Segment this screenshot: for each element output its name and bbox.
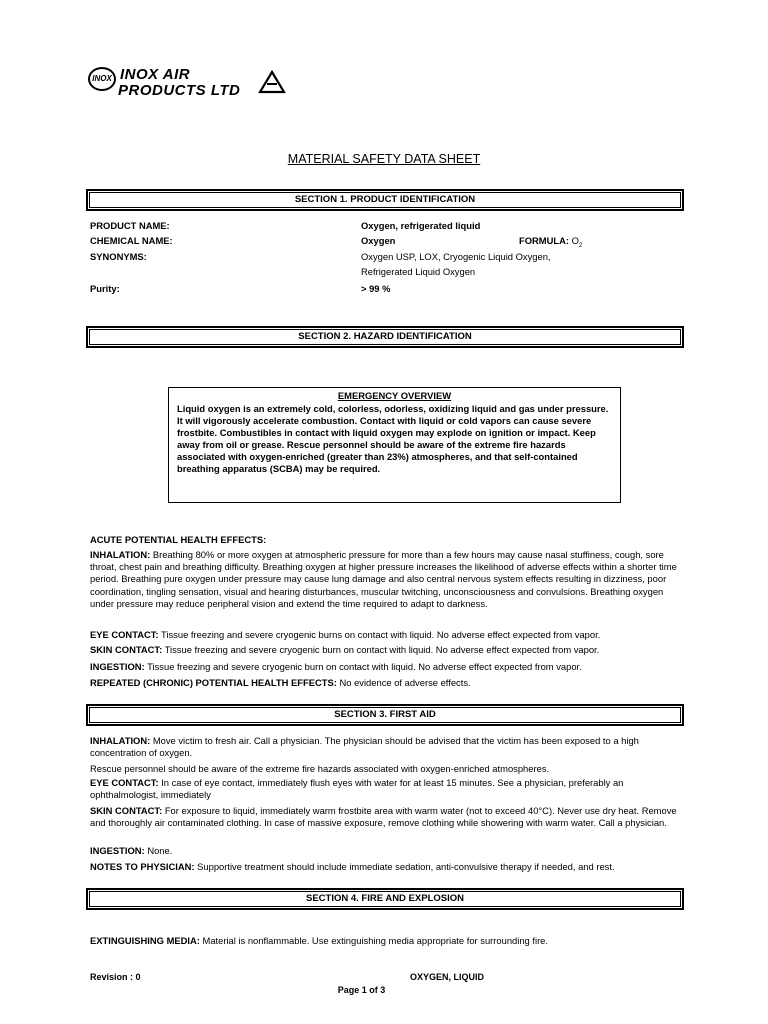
first-aid-skin xyxy=(90,805,680,829)
document-title: MATERIAL SAFETY DATA SHEET xyxy=(287,152,481,166)
eye-contact-text: Tissue freezing and severe cryogenic burns on contact with liquid. No adverse effect expected from vapor. xyxy=(161,629,601,640)
chemical-name-value: Oxygen xyxy=(361,235,396,246)
emergency-overview-text: Liquid oxygen is an extremely cold, colorless, odorless, oxidizing liquid and gas under pressure. It will vigorously accelerate combustion. Contact with liquid or cold vapors can cause severe frostbite. Combustibles in contact with liquid oxygen may explode on ignition or impact. Keep away from oil or grease. Rescue personnel should be aware of the extreme fire hazards associated with oxygen-enriched (greater than 23%) atmospheres, and that self-contained breathing apparatus (SCBA) may be required. xyxy=(177,403,609,474)
emergency-overview-box xyxy=(168,387,621,503)
extinguishing-media-label: EXTINGUISHING MEDIA: xyxy=(90,935,200,946)
ingestion-label: INGESTION: xyxy=(90,661,145,672)
formula-subscript: 2 xyxy=(578,242,583,249)
skin-contact-label: SKIN CONTACT: xyxy=(90,644,163,655)
inhalation-effects xyxy=(90,549,680,610)
first-aid-inhalation-text: Move victim to fresh air. Call a physician. The physician should be advised that the victim has been exposed to a high concentration of oxygen. xyxy=(90,735,639,759)
first-aid-ingestion-label: INGESTION: xyxy=(90,845,145,856)
notes-text: Supportive treatment should include immediate sedation, anti-convulsive therapy if needed, and rest. xyxy=(197,861,615,872)
formula-label: FORMULA: xyxy=(519,235,569,246)
first-aid-eye xyxy=(90,777,680,801)
notes-label: NOTES TO PHYSICIAN: xyxy=(90,861,195,872)
logo-badge: INOX xyxy=(88,67,116,91)
first-aid-ingestion-text: None. xyxy=(147,845,173,856)
ingestion-effects xyxy=(90,661,680,673)
skin-contact-effects xyxy=(90,644,680,656)
acute-effects-heading: ACUTE POTENTIAL HEALTH EFFECTS: xyxy=(90,534,267,545)
emergency-overview-heading: EMERGENCY OVERVIEW xyxy=(337,390,452,401)
footer-product: OXYGEN, LIQUID xyxy=(410,972,485,982)
first-aid-inhalation xyxy=(90,735,680,759)
triangle-logo-icon xyxy=(258,70,286,94)
purity-label: Purity: xyxy=(90,283,120,294)
first-aid-skin-label: SKIN CONTACT: xyxy=(90,805,163,816)
section1-heading: SECTION 1. PRODUCT IDENTIFICATION xyxy=(86,189,684,211)
first-aid-rescue-text: Rescue personnel should be aware of the extreme fire hazards associated with oxygen-enriched atmospheres. xyxy=(90,763,550,774)
chronic-text: No evidence of adverse effects. xyxy=(339,677,471,688)
chronic-effects xyxy=(90,677,680,689)
skin-contact-text: Tissue freezing and severe cryogenic burn on contact with liquid. No adverse effect expected from vapor. xyxy=(164,644,600,655)
footer-revision: Revision : 0 xyxy=(90,972,141,982)
notes-to-physician xyxy=(90,861,680,873)
section2-heading: SECTION 2. HAZARD IDENTIFICATION xyxy=(86,326,684,348)
inhalation-text: Breathing 80% or more oxygen at atmospheric pressure for more than a few hours may cause nasal stuffiness, cough, sore throat, chest pain and breathing difficulty. Breathing oxygen at higher pressure increases the likelihood of adverse effects within a shorter time period. Breathing pure oxygen under pressure may cause lung damage and also central nervous system effects resulting in dizziness, poor coordination, tingling sensation, visual and hearing disturbances, muscular twitching, unconsciousness and convulsions. Breathing oxygen under pressure may reduce peripheral vision and extend the time required to adapt to darkness. xyxy=(90,549,677,609)
chronic-label: REPEATED (CHRONIC) POTENTIAL HEALTH EFFECTS: xyxy=(90,677,337,688)
purity-value: > 99 % xyxy=(361,283,391,294)
section4-heading: SECTION 4. FIRE AND EXPLOSION xyxy=(86,888,684,910)
formula xyxy=(519,235,582,252)
synonyms-line2: Refrigerated Liquid Oxygen xyxy=(361,266,476,277)
extinguishing-media xyxy=(90,935,680,947)
first-aid-eye-label: EYE CONTACT: xyxy=(90,777,159,788)
product-name-label: PRODUCT NAME: xyxy=(90,220,170,231)
chemical-name-label: CHEMICAL NAME: xyxy=(90,235,173,246)
inhalation-label: INHALATION: xyxy=(90,549,151,560)
company-logo xyxy=(88,64,293,102)
eye-contact-label: EYE CONTACT: xyxy=(90,629,159,640)
first-aid-eye-text: In case of eye contact, immediately flush eyes with water for at least 15 minutes. See a physician, preferably an ophthalmologist, immediately xyxy=(90,777,624,801)
extinguishing-media-text: Material is nonflammable. Use extinguishing media appropriate for surrounding fire. xyxy=(202,935,549,946)
first-aid-ingestion xyxy=(90,845,680,857)
section3-heading: SECTION 3. FIRST AID xyxy=(86,704,684,726)
synonyms-line1: Oxygen USP, LOX, Cryogenic Liquid Oxygen, xyxy=(361,251,551,262)
formula-value: O xyxy=(571,235,579,246)
first-aid-skin-text: For exposure to liquid, immediately warm frostbite area with warm water (not to exceed 40°C). Never use dry heat. Remove and thoroughly air contaminated clothing. In case of massive exposure, remove clothing while showering with warm water. Call a physician. xyxy=(90,805,677,829)
product-name-value: Oxygen, refrigerated liquid xyxy=(361,220,481,231)
logo-line1: INOX AIR xyxy=(120,66,191,83)
logo-line2: PRODUCTS LTD xyxy=(118,82,241,99)
synonyms-label: SYNONYMS: xyxy=(90,251,147,262)
eye-contact-effects xyxy=(90,629,680,641)
first-aid-inhalation-label: INHALATION: xyxy=(90,735,151,746)
footer-page-number: Page 1 of 3 xyxy=(337,985,386,995)
ingestion-text: Tissue freezing and severe cryogenic burn on contact with liquid. No adverse effect expected from vapor. xyxy=(147,661,582,672)
